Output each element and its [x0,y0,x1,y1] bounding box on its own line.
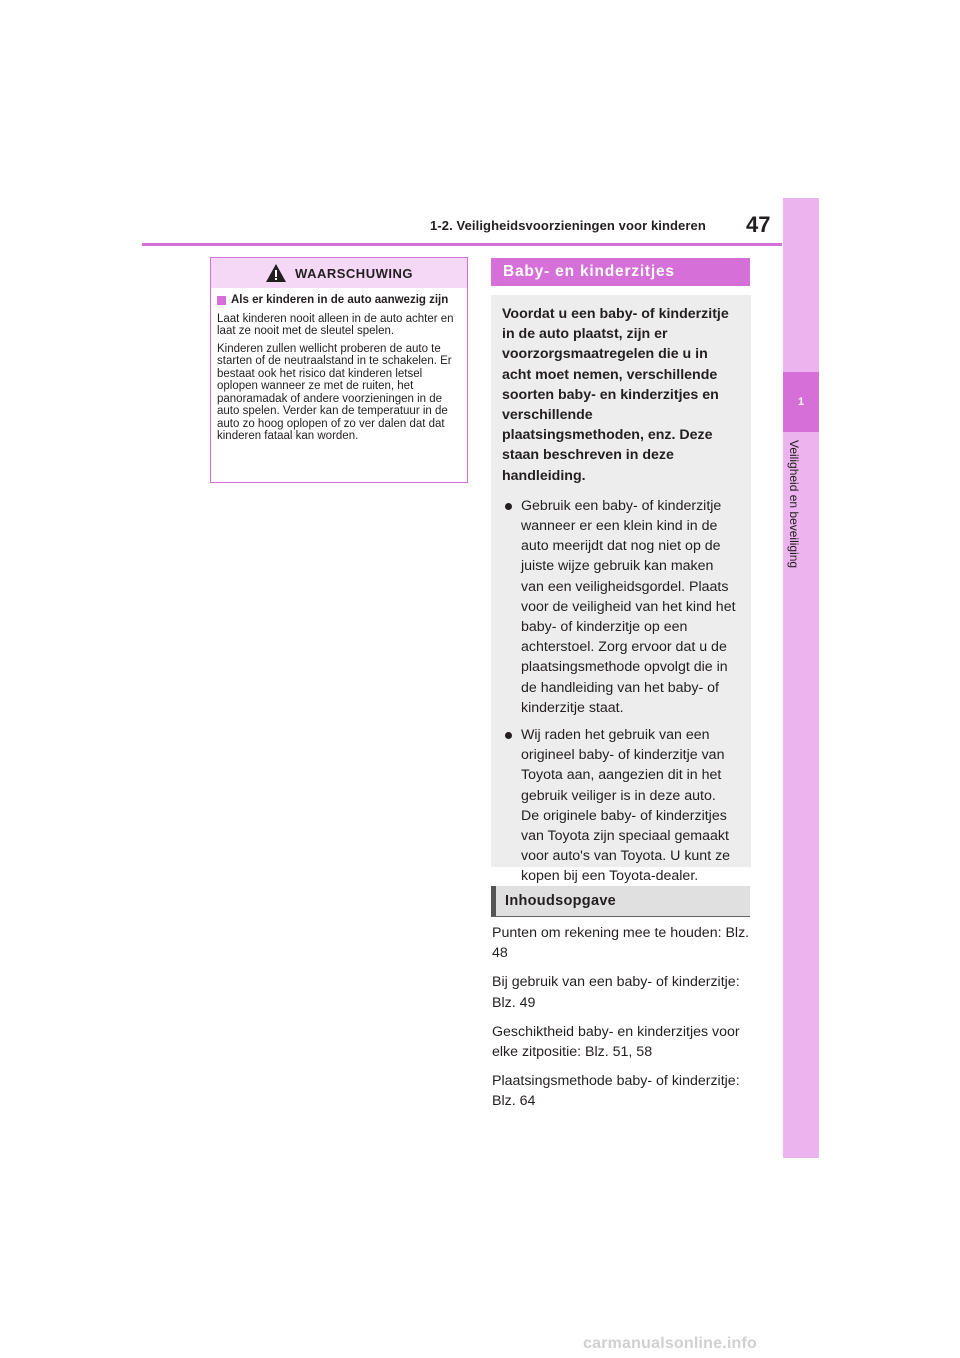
warning-title: WAARSCHUWING [295,265,413,281]
warning-paragraph: Laat kinderen nooit alleen in de auto achter en laat ze nooit met de sleutel spelen. [217,312,454,337]
square-bullet-icon [217,296,226,305]
warning-subheading [217,294,460,307]
toc-link[interactable]: Punten om rekening mee te houden: Blz. 48 [492,925,750,962]
toc-link[interactable]: Bij gebruik van een baby- of kinderzitje: Blz. 49 [492,974,740,1011]
warning-triangle-icon [265,263,287,283]
list-item [502,725,737,887]
chapter-number-tab[interactable]: 1 [783,372,819,432]
list-item-text: Gebruik een baby- of kinderzitje wanneer er een klein kind in de auto meerijdt dat nog niet op de juiste wijze gebruik kan maken van een veiligheidsgordel. Plaats voor de veiligheid van het kind het baby- of kinderzitje op een achterstoel. Zorg ervoor dat u de plaatsingsmethode opvolgt die in de handleiding van het baby- of kinderzitje staat. [521,497,736,716]
info-box [491,295,751,885]
warning-body [211,288,467,443]
warning-paragraph: Kinderen zullen wellicht proberen de auto te starten of de neutraalstand in te schakelen. Er bestaat ook het risico dat kinderen letsel oplopen wanneer ze met de ruiten, het panoramadak of andere voorzieningen in de auto spelen. Verder kan de temperatuur in de auto zo hoog oplopen of zo ver dalen dat dat kinderen fataal kan worden. [217,342,452,442]
bullet-dot-icon [505,503,512,510]
header-divider [142,243,782,246]
warning-box [210,257,468,483]
toc-list [492,923,754,1121]
toc-link[interactable]: Geschiktheid baby- en kinderzitjes voor elke zitpositie: Blz. 51, 58 [492,1023,740,1061]
warning-header [211,258,467,288]
toc-heading: Inhoudsopgave [491,886,750,917]
toc-link[interactable]: Plaatsingsmethode baby- of kinderzitje: Blz. 64 [492,1073,740,1110]
list-item [502,496,737,718]
page-number: 47 [746,212,771,237]
watermark: carmanualsonline.info [583,1335,758,1352]
chapter-title-vertical: Veiligheid en beveiliging [787,440,801,569]
warning-subheading-text: Als er kinderen in de auto aanwezig zijn [231,294,449,306]
intro-text: Voordat u een baby- of kinderzitje in de auto plaatst, zijn er voorzorgsmaatregelen die u in acht moet nemen, verschillende soorten baby- en kinderzitjes en verschillende plaatsingsmethoden, enz. Deze staan beschreven in deze handleiding. [502,306,729,484]
chapter-side-tab [783,198,819,1158]
bullet-dot-icon [505,732,512,739]
section-header-title: 1-2. Veiligheidsvoorzieningen voor kinderen [430,218,706,233]
list-item-text: Wij raden het gebruik van een origineel baby- of kinderzitje van Toyota aan, aangezien dit in het gebruik veiliger is in deze auto. De originele baby- of kinderzitjes van Toyota zijn speciaal gemaakt voor auto's van Toyota. U kunt ze kopen bij een Toyota-dealer. [521,727,731,885]
section-heading: Baby- en kinderzitjes [491,258,750,286]
